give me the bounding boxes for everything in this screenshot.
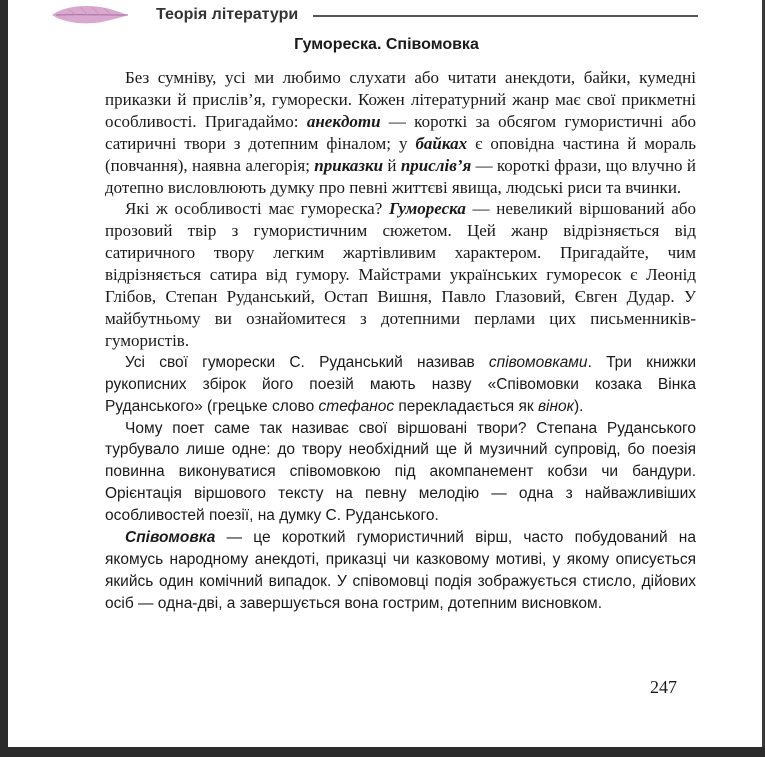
feather-icon (50, 3, 130, 25)
book-page (14, 0, 759, 745)
text-run: Чому поет саме так називає свої віршовані твори? Степана Руданського турбувало лише одне: до твору необхідний ще й музичний супровід, бо поезія повинна виконуватися співомовкою під акомпанемент кобзи чи бандури. Орієнтація віршового тексту на певну мелодію — одна з найважливіших особливостей поезії, на думку С. Руданського. (105, 419, 696, 525)
paragraph-2 (105, 198, 696, 351)
text-run: перекладається як (394, 397, 538, 415)
term-spivomovka: Співомовка (125, 529, 216, 547)
text-run: — короткі за обсягом гумористичні або сатиричні твори з дотепним фіналом; у (105, 111, 696, 153)
text-run: ). (573, 397, 584, 415)
paragraph-1 (105, 67, 696, 198)
window-frame-bottom (0, 747, 765, 757)
section-title: Теорія літератури (156, 6, 299, 23)
page-number: 247 (650, 677, 677, 697)
text-run: Усі свої гуморески С. Руданський називав (125, 353, 489, 371)
term-vinok: вінок (537, 397, 574, 415)
text-run: й (383, 155, 401, 175)
paragraph-5 (105, 527, 696, 615)
text-run: є оповідна частина й мораль (повчання), наявна алегорія; (105, 133, 696, 175)
term-sayings: приказки (314, 155, 384, 175)
text-run: — короткі фрази, що влучно й дотепно висловлюють думку про певні життєві явища, людські риси та вчинки. (105, 155, 696, 197)
text-run: Які ж особливості має гумореска? (125, 199, 389, 219)
paragraph-4 (105, 418, 696, 528)
text-run: . Три книжки рукописних збірок його поезій мають назву «Співомовки козака Вінка Руданського» (грецьке слово (105, 353, 696, 415)
page-header (50, 3, 700, 27)
term-fables: байках (415, 133, 468, 153)
window-frame-left (0, 0, 8, 757)
text-run: Без сумніву, усі ми любимо слухати або читати анекдоти, байки, кумедні приказки й прислів’я, гуморески. Кожен літературний жанр має свої прикметні особливості. Пригадаймо: (105, 68, 696, 131)
header-rule (313, 15, 698, 17)
term-proverbs: прислів’я (400, 155, 472, 175)
article-body (105, 67, 696, 615)
term-anecdotes: анекдоти (306, 111, 381, 131)
term-humoresque: Гумореска (388, 199, 466, 219)
text-run: — це короткий гумористичний вірш, часто побудований на якомусь народному анекдоті, приказці чи казковому мотиві, у якому описується якийсь один комічний випадок. У співомовці подія зображується стисло, дійових осіб — одна-дві, а завершується вона гострим, дотепним висновком. (105, 529, 696, 612)
term-stefanos: стефанос (318, 397, 395, 415)
text-run: — невеликий віршований або прозовий твір з гумористичним сюжетом. Цей жанр відрізняється від сатиричного твору легким жартівливим характером. Пригадайте, чим відрізняється сатира від гумору. Майстрами українських гуморесок є Леонід Глібов, Степан Руданський, Остап Вишня, Павло Глазовий, Євген Дудар. У майбутньому ви ознайомитеся з дотепними перлами цих письменників-гумористів. (105, 199, 696, 350)
term-spivomovky: співомовками (488, 353, 588, 371)
article-title: Гумореска. Співомовка (294, 36, 479, 53)
paragraph-3 (105, 352, 696, 418)
